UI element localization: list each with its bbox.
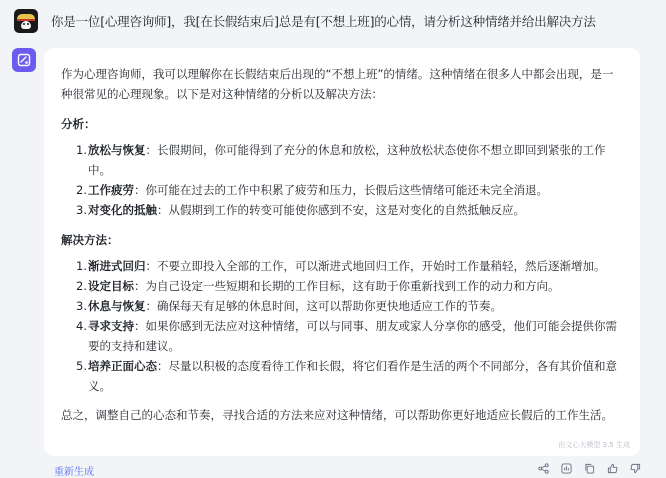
thumb-down-icon[interactable] [628,461,642,475]
list-item-label: 对变化的抵触 [88,203,157,217]
speaker-icon[interactable] [559,461,573,475]
answer-summary: 总之，调整自己的心态和节奏，寻找合适的方法来应对这种情绪，可以帮助你更好地适应长假后的工作生活。 [61,408,613,422]
list-item-number: 3. [76,299,87,313]
analysis-item [61,200,621,220]
analysis-item [61,140,621,180]
list-item-number: 2. [76,183,87,197]
answer-content [61,64,621,425]
solutions-list [61,256,621,396]
list-item-text: ：从假期到工作的转变可能使你感到不安，这是对变化的自然抵触反应。 [157,203,525,217]
list-item-label: 寻求支持 [88,319,134,333]
list-item-label: 放松与恢复 [88,143,146,157]
list-item-text: ：不要立即投入全部的工作，可以渐进式地回归工作，开始时工作量稍轻，然后逐渐增加。 [145,259,606,273]
answer-actions [536,461,642,475]
list-item-text: ：如果你感到无法应对这种情绪，可以与同事、朋友或家人分享你的感受，他们可能会提供你需要的支持和建议。 [88,319,617,353]
solution-item [61,276,621,296]
list-item-text: ：长假期间，你可能得到了充分的休息和放松，这种放松状态使你不想立即回到紧张的工作中。 [88,143,606,177]
list-item-text: ：尽量以积极的态度看待工作和长假，将它们看作是生活的两个不同部分，各有其价值和意义。 [88,359,617,393]
solution-item [61,296,621,316]
user-message-row [14,9,596,33]
user-message-text: 你是一位[心理咨询师]，我[在长假结束后]总是有[不想上班]的心情，请分析这种情绪并给出解决方法 [51,14,596,29]
list-item-label: 工作疲劳 [88,183,134,197]
list-item-number: 3. [76,203,87,217]
analysis-heading: 分析： [61,117,96,131]
bot-logo-icon [12,48,36,72]
list-item-text: ：你可能在过去的工作中积累了疲劳和压力，长假后这些情绪可能还未完全消退。 [134,183,548,197]
list-item-number: 5. [76,359,87,373]
analysis-item [61,180,621,200]
share-icon[interactable] [536,461,550,475]
solution-item [61,316,621,356]
list-item-text: ：确保每天有足够的休息时间，这可以帮助你更快地适应工作的节奏。 [145,299,502,313]
list-item-label: 设定目标 [88,279,134,293]
solutions-heading: 解决方法： [61,233,119,247]
list-item-label: 渐进式回归 [88,259,146,273]
list-item-label: 培养正面心态 [88,359,157,373]
model-watermark: 由文心大模型 3.5 生成 [558,441,630,449]
regenerate-button[interactable]: 重新生成 [54,467,94,478]
list-item-number: 1. [76,259,87,273]
answer-intro: 作为心理咨询师，我可以理解你在长假结束后出现的“不想上班”的情绪。这种情绪在很多人中都会出现，是一种很常见的心理现象。以下是对这种情绪的分析以及解决方法： [61,67,614,101]
list-item-number: 2. [76,279,87,293]
list-item-label: 休息与恢复 [88,299,146,313]
list-item-number: 4. [76,319,87,333]
copy-icon[interactable] [582,461,596,475]
list-item-number: 1. [76,143,87,157]
analysis-list [61,140,621,220]
answer-footer [0,458,666,476]
solution-item [61,356,621,396]
thumb-up-icon[interactable] [605,461,619,475]
solution-item [61,256,621,276]
answer-card [44,48,640,456]
user-avatar [14,9,38,33]
list-item-text: ：为自己设定一些短期和长期的工作目标，这有助于你重新找到工作的动力和方向。 [134,279,560,293]
